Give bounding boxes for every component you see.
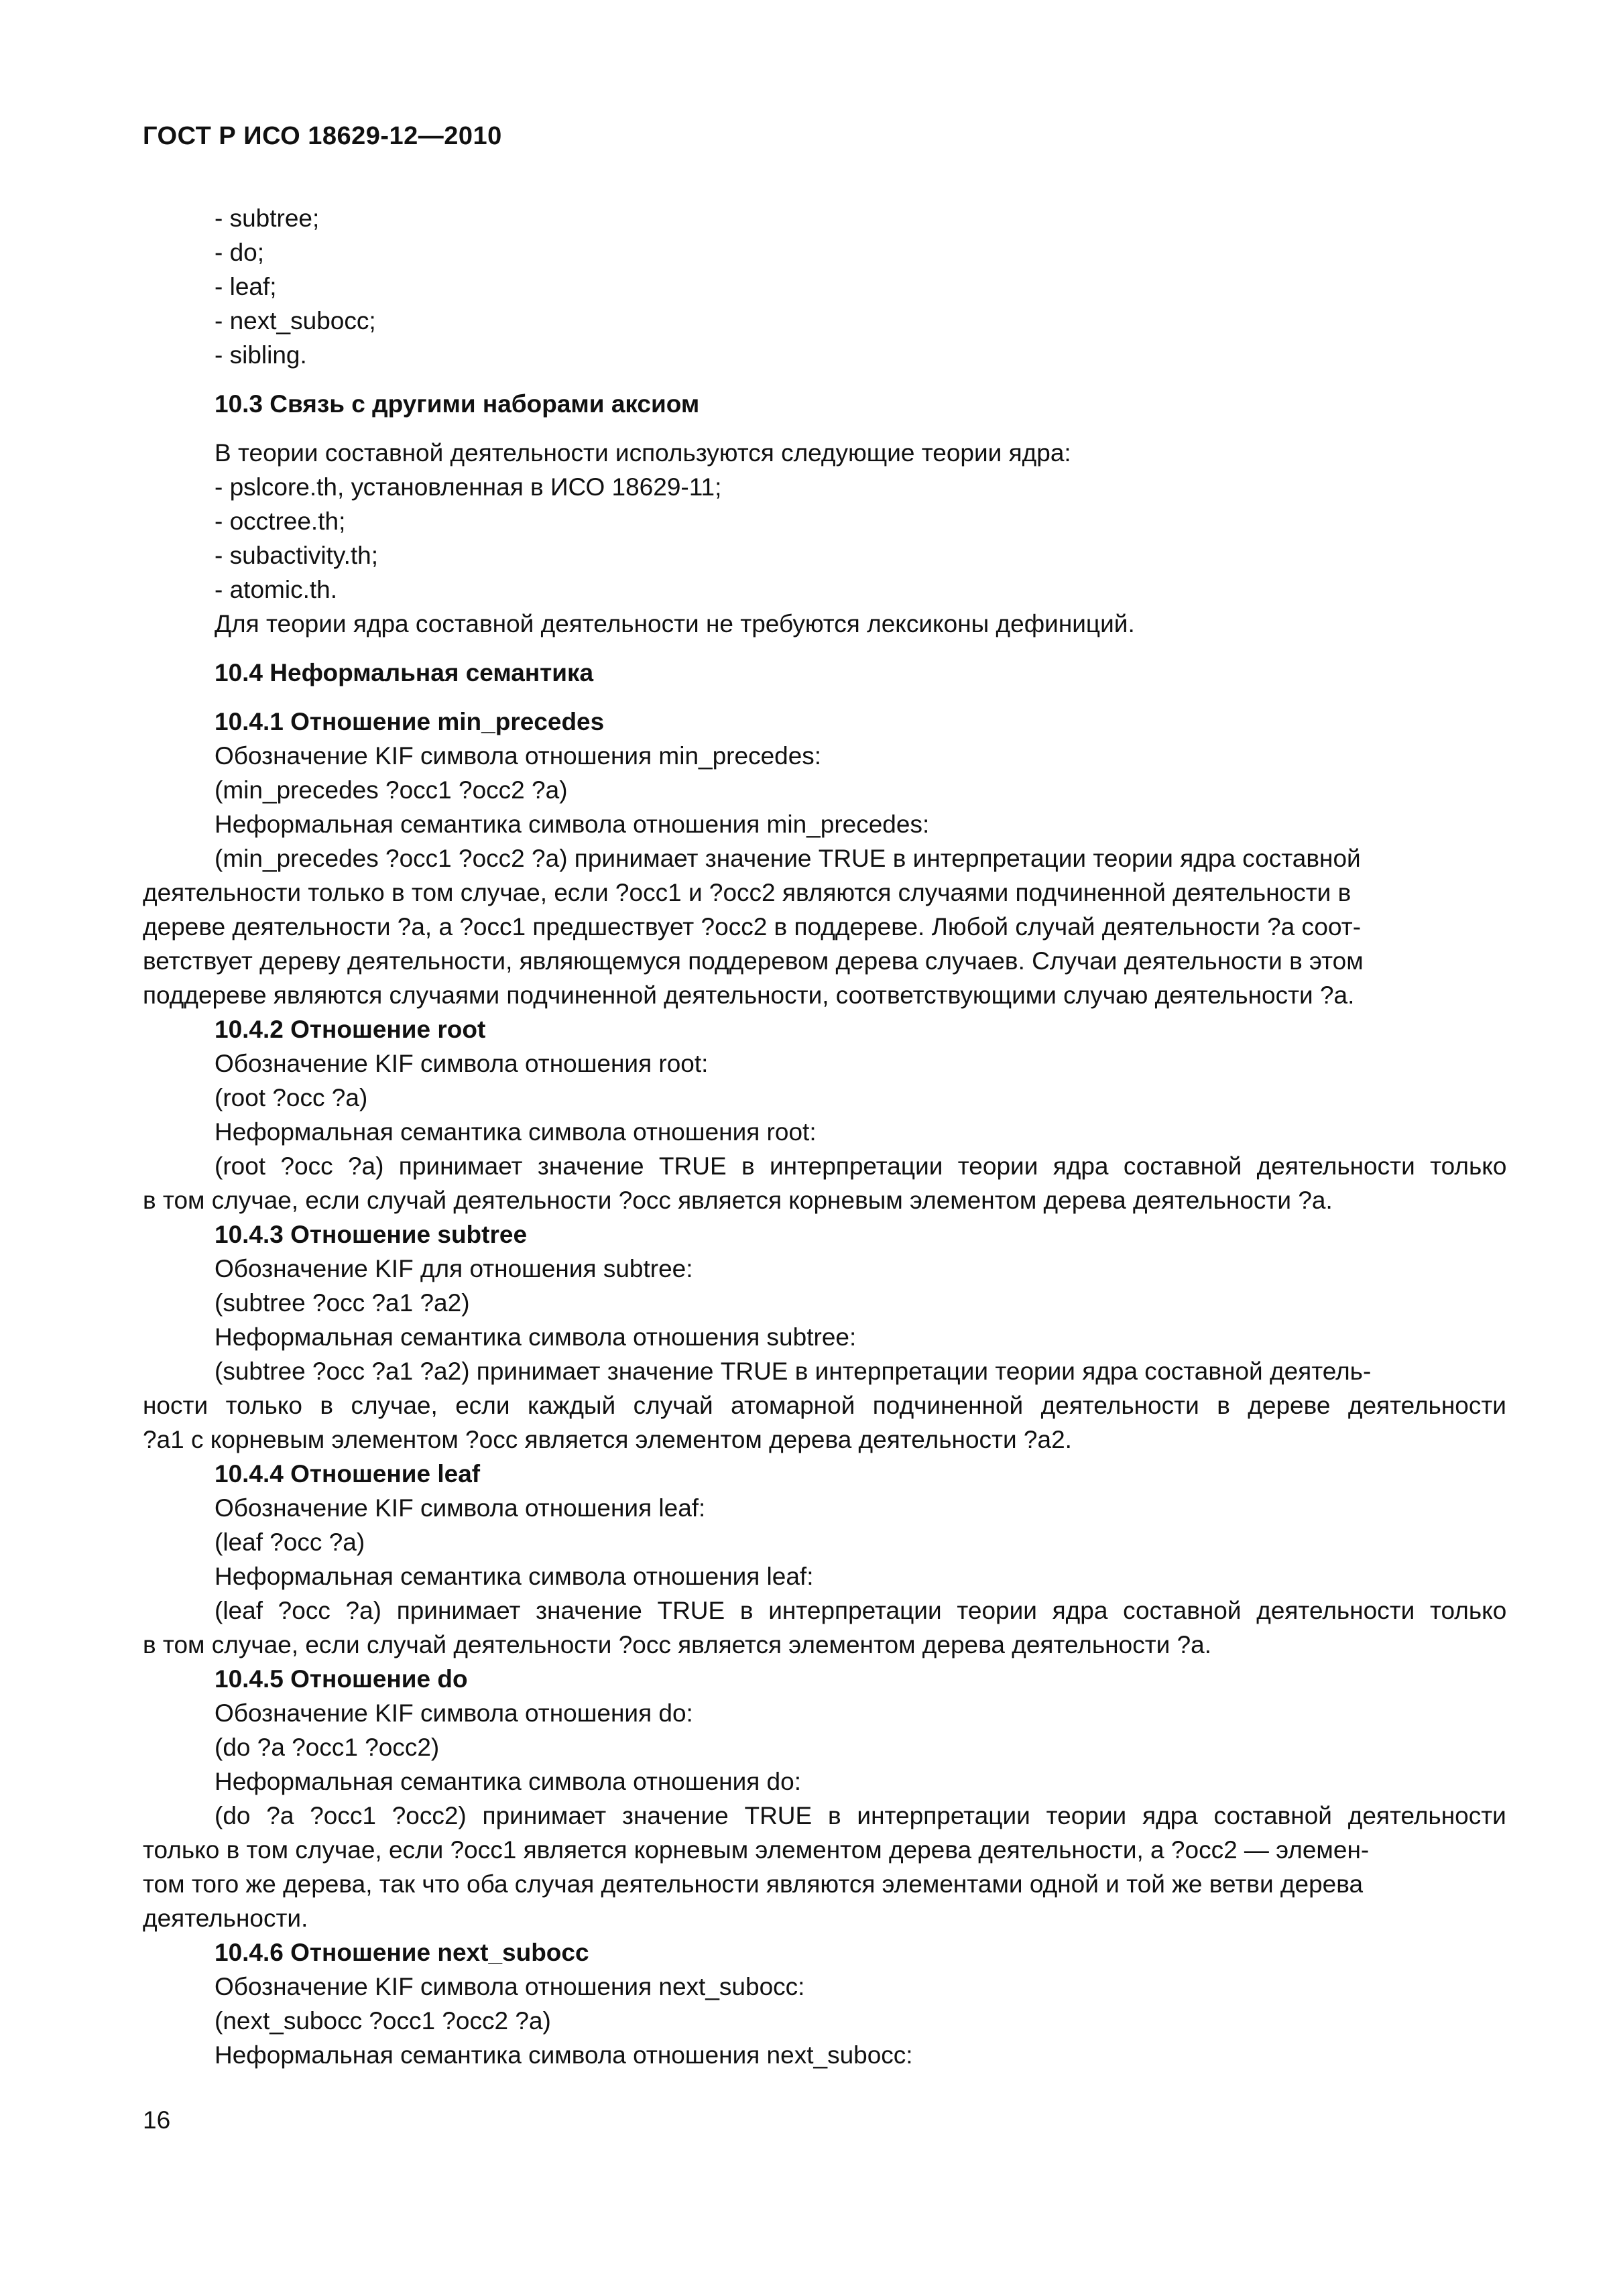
semantics-line: (subtree ?occ ?a1 ?a2) принимает значение TRUE в интерпретации теории ядра составной деятель- — [215, 1357, 1372, 1385]
semantics-line: в том случае, если случай деятельности ?occ является элементом дерева деятельности ?a. — [143, 1631, 1212, 1658]
list-item: - do; — [215, 239, 265, 266]
kif-label: Обозначение KIF для отношения subtree: — [215, 1255, 693, 1282]
semantics-line: ветствует дереву деятельности, являющемуся поддеревом дерева случаев. Случаи деятельности в этом — [143, 947, 1364, 975]
semantics-line: (leaf ?occ ?a) принимает значение TRUE в интерпретации теории ядра составной деятельности только — [215, 1597, 1507, 1624]
semantics-label: Неформальная семантика символа отношения root: — [215, 1118, 817, 1146]
semantics-line: (min_precedes ?occ1 ?occ2 ?a) принимает значение TRUE в интерпретации теории ядра составной — [215, 845, 1361, 872]
semantics-line: в том случае, если случай деятельности ?occ является корневым элементом дерева деятельности ?a. — [143, 1187, 1333, 1214]
list-item: - subtree; — [215, 204, 320, 232]
semantics-label: Неформальная семантика символа отношения subtree: — [215, 1323, 857, 1351]
kif-label: Обозначение KIF символа отношения next_subocc: — [215, 1973, 805, 2000]
semantics-line: поддереве являются случаями подчиненной деятельности, соответствующими случаю деятельности ?a. — [143, 981, 1355, 1009]
list-item: - sibling. — [215, 341, 307, 369]
section-heading-10-4: 10.4 Неформальная семантика — [215, 659, 594, 686]
semantics-line: (root ?occ ?a) принимает значение TRUE в интерпретации теории ядра составной деятельности только — [215, 1152, 1507, 1180]
semantics-label: Неформальная семантика символа отношения do: — [215, 1768, 801, 1795]
subsection-heading-10-4-3: 10.4.3 Отношение subtree — [215, 1221, 528, 1248]
kif-label: Обозначение KIF символа отношения root: — [215, 1050, 709, 1077]
semantics-line: ?a1 с корневым элементом ?occ является элементом дерева деятельности ?a2. — [143, 1426, 1072, 1453]
kif-label: Обозначение KIF символа отношения leaf: — [215, 1494, 706, 1522]
kif-expression: (leaf ?occ ?a) — [215, 1528, 365, 1556]
kif-label: Обозначение KIF символа отношения min_precedes: — [215, 742, 822, 770]
semantics-line: только в том случае, если ?occ1 является корневым элементом дерева деятельности, а ?occ2 — элемен- — [143, 1836, 1370, 1864]
kif-label: Обозначение KIF символа отношения do: — [215, 1699, 693, 1727]
kif-expression: (min_precedes ?occ1 ?occ2 ?a) — [215, 776, 568, 804]
page-number: 16 — [143, 2106, 171, 2134]
section-10-3-intro: В теории составной деятельности используются следующие теории ядра: — [215, 439, 1071, 467]
subsection-heading-10-4-4: 10.4.4 Отношение leaf — [215, 1460, 481, 1488]
list-item: - leaf; — [215, 273, 277, 300]
semantics-label: Неформальная семантика символа отношения min_precedes: — [215, 810, 930, 838]
kif-expression: (root ?occ ?a) — [215, 1084, 368, 1111]
semantics-line: деятельности только в том случае, если ?occ1 и ?occ2 являются случаями подчиненной деятельности в — [143, 879, 1351, 906]
subsection-heading-10-4-6: 10.4.6 Отношение next_subocc — [215, 1939, 589, 1966]
semantics-line: дереве деятельности ?a, а ?occ1 предшествует ?occ2 в поддереве. Любой случай деятельности ?a соот- — [143, 913, 1362, 941]
document-header: ГОСТ Р ИСО 18629-12—2010 — [143, 122, 502, 150]
list-item: - atomic.th. — [215, 576, 337, 603]
subsection-heading-10-4-1: 10.4.1 Отношение min_precedes — [215, 708, 605, 735]
document-body — [143, 201, 1506, 2072]
list-item: - occtree.th; — [215, 507, 346, 535]
kif-expression: (next_subocc ?occ1 ?occ2 ?a) — [215, 2007, 551, 2035]
subsection-heading-10-4-2: 10.4.2 Отношение root — [215, 1016, 486, 1043]
semantics-line: ности только в случае, если каждый случай атомарной подчиненной деятельности в дереве деятельности — [143, 1392, 1506, 1419]
semantics-label: Неформальная семантика символа отношения next_subocc: — [215, 2041, 913, 2069]
section-10-3-outro: Для теории ядра составной деятельности не требуются лексиконы дефиниций. — [215, 610, 1135, 638]
semantics-label: Неформальная семантика символа отношения leaf: — [215, 1563, 814, 1590]
list-item: - subactivity.th; — [215, 542, 379, 569]
subsection-heading-10-4-5: 10.4.5 Отношение do — [215, 1665, 468, 1693]
list-item: - pslcore.th, установленная в ИСО 18629-11; — [215, 473, 722, 501]
semantics-line: (do ?a ?occ1 ?occ2) принимает значение TRUE в интерпретации теории ядра составной деятельности — [215, 1802, 1506, 1829]
list-item: - next_subocc; — [215, 307, 376, 335]
relations-list — [143, 201, 1506, 372]
kif-expression: (subtree ?occ ?a1 ?a2) — [215, 1289, 470, 1317]
section-heading-10-3: 10.3 Связь с другими наборами аксиом — [215, 390, 700, 418]
semantics-line: деятельности. — [143, 1905, 308, 1932]
kif-expression: (do ?a ?occ1 ?occ2) — [215, 1734, 440, 1761]
semantics-line: том того же дерева, так что оба случая деятельности являются элементами одной и той же ветви дерева — [143, 1870, 1364, 1898]
